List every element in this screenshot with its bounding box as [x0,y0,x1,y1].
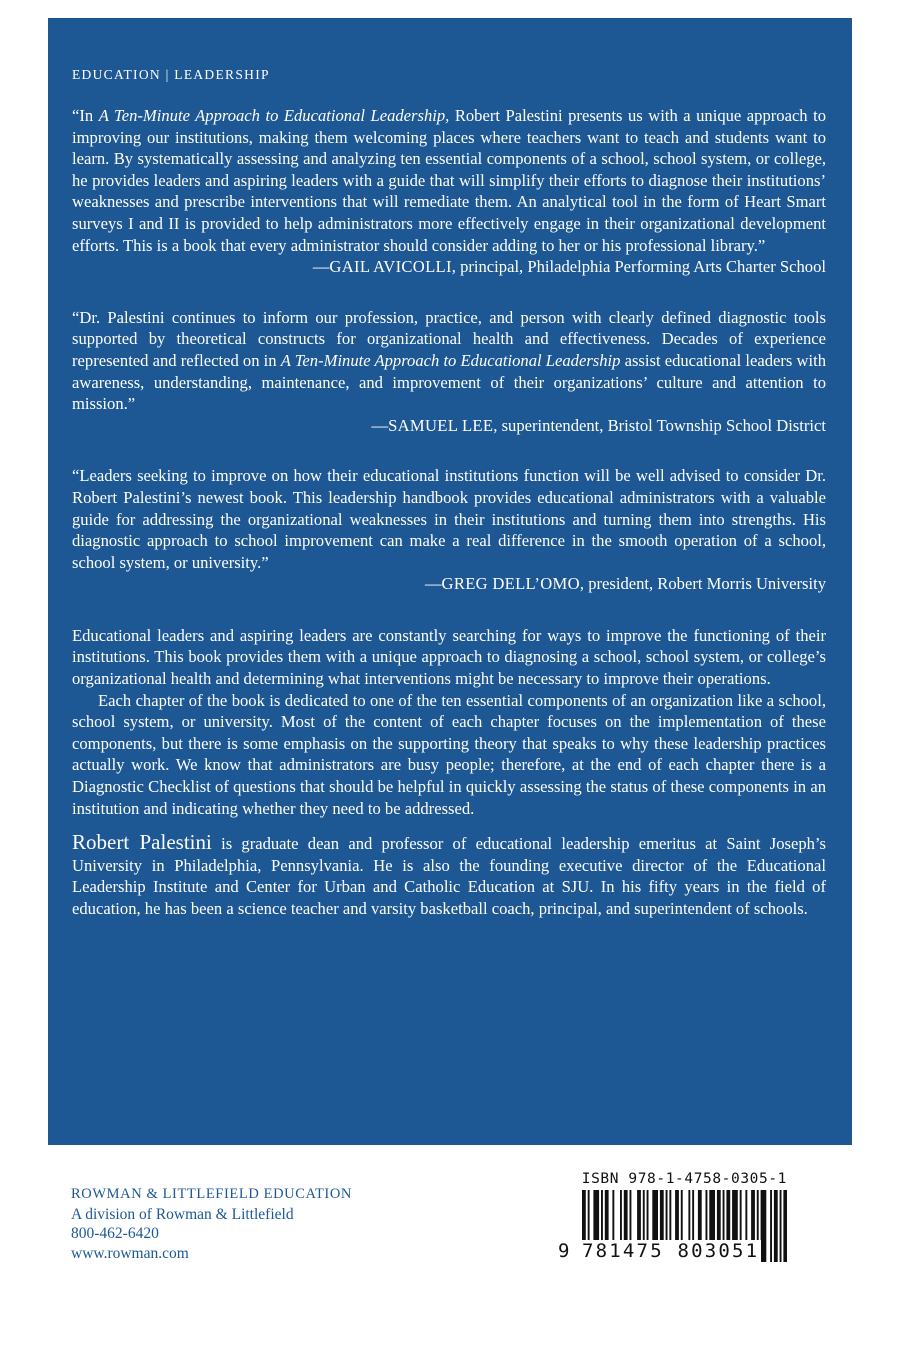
barcode-bar [774,1190,778,1262]
category-label: EDUCATION | LEADERSHIP [72,67,270,82]
barcode-first-digit: 9 [558,1240,572,1262]
barcode-bar [770,1190,772,1262]
barcode-bar [783,1190,787,1262]
publisher-name: ROWMAN & LITTLEFIELD EDUCATION [71,1186,352,1202]
book-description [72,625,826,819]
publisher-phone: 800-462-6420 [71,1225,159,1242]
endorsement-3 [72,465,826,595]
barcode-bar [780,1190,782,1262]
description-paragraph-1: Educational leaders and aspiring leaders are constantly searching for ways to improve the functioning of their institutions. This book provides them with a unique approach to diagnosing a school, school system, or college’s organizational health and determining what interventions might be necessary to improve their operations. [72,625,826,689]
endorsement-attribution: —GREG DELL’OMO, president, Robert Morris University [424,574,826,594]
publisher-website: www.rowman.com [71,1244,189,1262]
author-bio: Robert Palestini is graduate dean and professor of educational leadership emeritus at Saint Joseph’s University in Philadelphia, Pennsylvania. He is also the founding executive director of the Educational Leadership Institute and Center for Urban and Catholic Education at SJU. In his fifty years in the field of education, he has been a science teacher and varsity basketball coach, principal, and superintendent of schools. [72,830,826,918]
endorsement-quote: “Dr. Palestini continues to inform our profession, practice, and person with clearly defined diagnostic tools supported by theoretical constructs for organizational health and effectiveness. Decades of experience represented and reflected on in A Ten-Minute Approach to Educational Leadership assist educational leaders with awareness, understanding, maintenance, and improvement of their organizations’ culture and attention to mission.” [72,307,826,414]
publisher-division: A division of Rowman & Littlefield [71,1205,294,1223]
endorsement-1 [72,105,826,278]
barcode-bar [761,1190,767,1262]
author-name: Robert Palestini [72,830,212,855]
endorsement-quote: “In A Ten-Minute Approach to Educational Leadership, Robert Palestini presents us with a unique approach to improving our institutions, making them welcoming places where teachers want to teach and students want to learn. By systematically assessing and analyzing ten essential components of a school, school system, or college, he provides leaders and aspiring leaders with a guide that will simplify their efforts to diagnose their institutions’ weaknesses and prescribe interventions that will remediate them. An analytical tool in the form of Heart Smart surveys I and II is provided to help administrators more effectively engage in their organizational development efforts. This is a book that every administrator should consider adding to her or his professional library.” [72,106,827,255]
endorser-name: GREG DELL’OMO [441,574,580,594]
barcode-digit-groups: 781475 803051 [582,1240,760,1262]
endorser-name: SAMUEL LEE [388,415,494,435]
description-paragraph-2: Each chapter of the book is dedicated to one of the ten essential components of an organization like a school, school system, or university. Most of the content of each chapter focuses on the implementation of these components, but there is some emphasis on the supporting theory that speaks to why these leadership practices actually work. We know that administrators are busy people; therefore, at the end of each chapter there is a Diagnostic Checklist of questions that should be helpful in quickly assessing the status of these components in an institution and indicating whether they need to be addressed. [72,690,826,818]
isbn-barcode [558,1170,787,1262]
endorsement-2 [72,307,826,437]
publisher-info [71,1185,352,1263]
endorser-name: GAIL AVICOLLI [329,257,452,277]
endorsement-attribution: —SAMUEL LEE, superintendent, Bristol Township School District [371,415,826,435]
endorsement-quote: “Leaders seeking to improve on how their educational institutions function will be well advised to consider Dr. Robert Palestini’s newest book. This leadership handbook provides educational administrators with a valuable guide for addressing the organizational weaknesses in their institutions and turning them into strengths. His diagnostic approach to school improvement can make a real difference in the smooth operation of a school, school system, or university.” [72,466,826,572]
back-cover-panel [48,18,852,1145]
isbn-label: ISBN 978-1-4758-0305-1 [581,1171,787,1187]
endorsement-attribution: —GAIL AVICOLLI, principal, Philadelphia Performing Arts Charter School [312,257,826,277]
